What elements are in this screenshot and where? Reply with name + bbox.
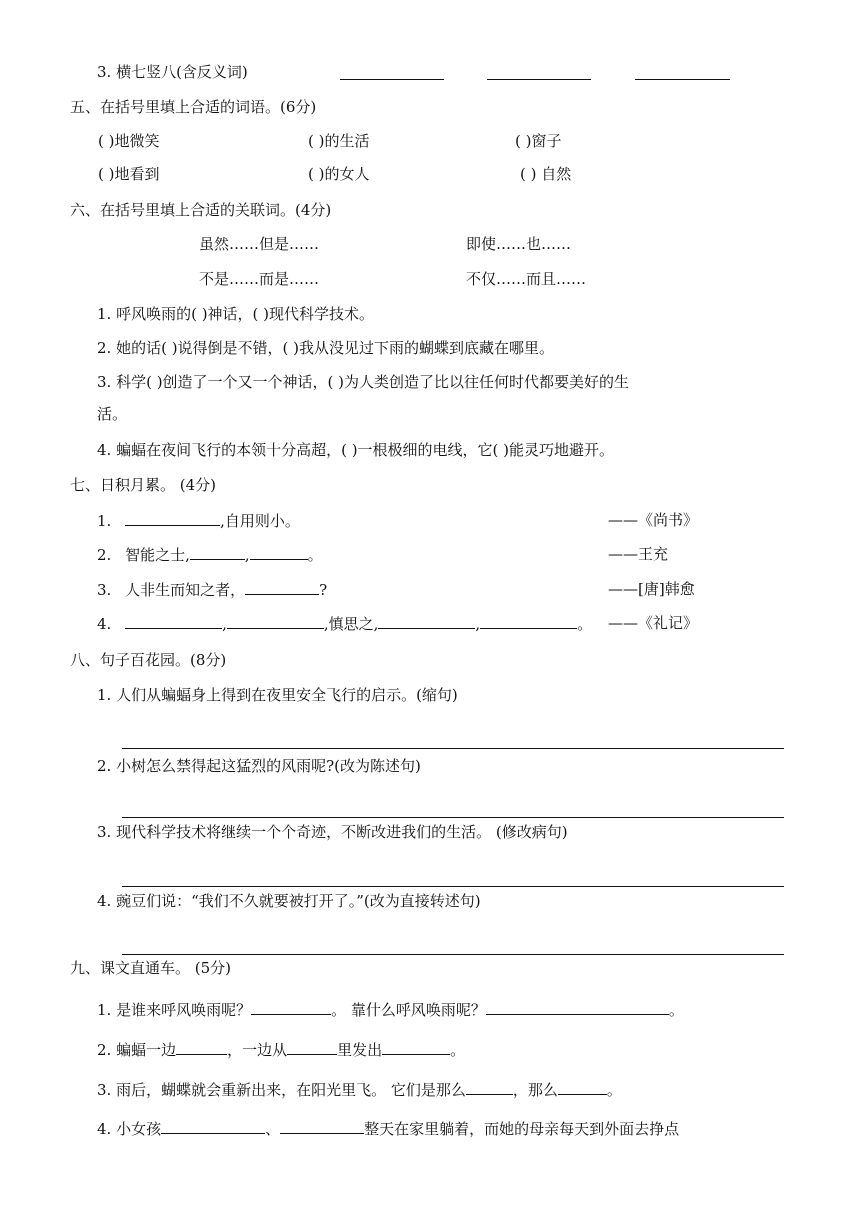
section-6-heading: 六、在括号里填上合适的关联词。(4分) [70,201,332,219]
s9-text: ，那么 [512,1081,558,1099]
item-number: 2. [97,546,112,564]
s5-cell[interactable]: ( )的生活 [308,132,370,150]
s9-blank[interactable] [280,1118,364,1134]
s7-blank[interactable] [125,510,220,526]
section-9-heading: 九、课文直通车。 (5分) [70,959,232,977]
s8-item-1: 1. 人们从蝙蝠身上得到在夜里安全飞行的启示。(缩句) [97,686,458,704]
s9-item-2 [97,1039,465,1060]
s9-text: 。 [606,1081,622,1099]
s9-text: 。 [450,1041,466,1059]
s9-text: 。 靠什么呼风唤雨呢？ [331,1001,486,1019]
s9-blank[interactable] [466,1079,513,1095]
s9-blank[interactable] [251,999,331,1015]
s6-option: 不仅……而且…… [466,270,587,288]
s9-text: 、 [265,1120,281,1138]
s9-item-4 [97,1118,679,1139]
answer-line[interactable] [122,748,784,749]
section-8-heading: 八、句子百花园。(8分) [70,651,227,669]
s9-text: 2. 蝙蝠一边 [97,1041,177,1059]
s9-blank[interactable] [558,1079,607,1095]
s7-text: 。 [577,615,593,633]
q4-item3: 3. 横七竖八(含反义词) [97,63,248,81]
s9-text: 3. 雨后，蝴蝶就会重新出来，在阳光里飞。 它们是那么 [97,1081,466,1099]
s9-item-1 [97,999,684,1020]
s7-source: ——《尚书》 [608,511,699,529]
s7-source: ——王充 [608,545,669,563]
s5-cell[interactable]: ( )窗子 [515,132,562,150]
s7-text: 人非生而知之者， [125,581,246,599]
s7-blank[interactable] [227,613,324,629]
s9-blank[interactable] [161,1118,265,1134]
s6-item-4[interactable]: 4. 蝙蝠在夜间飞行的本领十分高超，( )一根极细的电线，它( )能灵巧地避开。 [97,441,615,459]
s9-text: ，一边从 [227,1041,288,1059]
s6-item-1[interactable]: 1. 呼风唤雨的( )神话，( )现代科学技术。 [97,305,375,323]
s6-item-3[interactable]: 3. 科学( )创造了一个又一个神话，( )为人类创造了比以往任何时代都要美好的生 [97,373,630,391]
s7-item-1 [97,510,300,531]
s9-blank[interactable] [382,1039,450,1055]
s7-blank[interactable] [125,613,222,629]
s7-source: ——《礼记》 [608,614,699,632]
s9-blank[interactable] [287,1039,337,1055]
q4-blank-2[interactable] [487,64,591,80]
s7-item-4 [97,613,592,634]
s7-text: ? [319,581,328,599]
s6-option: 即使……也…… [466,235,572,253]
answer-line[interactable] [122,886,784,887]
s7-item-3 [97,579,327,600]
s9-blank[interactable] [486,999,669,1015]
s7-text: , [475,615,481,633]
s7-text: , [222,615,227,633]
s8-item-3: 3. 现代科学技术将继续一个个奇迹，不断改进我们的生活。 (修改病句) [97,823,568,841]
s6-item-2[interactable]: 2. 她的话( )说得倒是不错，( )我从没见过下雨的蝴蝶到底藏在哪里。 [97,339,555,357]
s7-blank[interactable] [190,544,245,560]
s8-item-2: 2. 小树怎么禁得起这猛烈的风雨呢?(改为陈述句) [97,757,421,775]
s9-text: 整天在家里躺着，而她的母亲每天到外面去挣点 [364,1120,680,1138]
answer-line[interactable] [122,954,784,955]
s7-text: 智能之士, [125,546,190,564]
s7-blank[interactable] [245,579,319,595]
s9-text: 里发出 [337,1041,383,1059]
s5-cell[interactable]: ( )地微笑 [98,132,160,150]
s5-cell[interactable]: ( )地看到 [98,165,160,183]
s7-text: , [244,546,250,564]
s9-text: 1. 是谁来呼风唤雨呢？ [97,1001,252,1019]
s7-text: ,自用则小。 [220,512,300,530]
item-number: 1. [97,512,112,530]
s5-cell[interactable]: ( ) 自然 [520,165,572,183]
s7-source: ——[唐]韩愈 [608,580,695,598]
s9-text: 4. 小女孩 [97,1120,162,1138]
s8-item-4: 4. 豌豆们说：“我们不久就要被打开了。”(改为直接转述句) [97,892,481,910]
s6-item-3-cont: 活。 [97,405,128,423]
item-number: 3. [97,581,112,599]
s7-item-2 [97,544,323,565]
s7-blank[interactable] [378,613,475,629]
s7-blank[interactable] [250,544,308,560]
s7-text: 。 [307,546,323,564]
s6-option: 不是……而是…… [199,270,320,288]
s7-blank[interactable] [480,613,577,629]
s5-cell[interactable]: ( )的女人 [308,165,370,183]
q4-blank-1[interactable] [340,64,444,80]
section-5-heading: 五、在括号里填上合适的词语。(6分) [70,98,317,116]
s9-item-3 [97,1079,622,1100]
s6-option: 虽然……但是…… [199,235,320,253]
s7-text: ,慎思之, [323,615,379,633]
item-number: 4. [97,615,112,633]
section-7-heading: 七、日积月累。 (4分) [70,476,217,494]
s9-text: 。 [668,1001,684,1019]
answer-line[interactable] [122,817,784,818]
q4-blank-3[interactable] [635,64,730,80]
s9-blank[interactable] [176,1039,227,1055]
